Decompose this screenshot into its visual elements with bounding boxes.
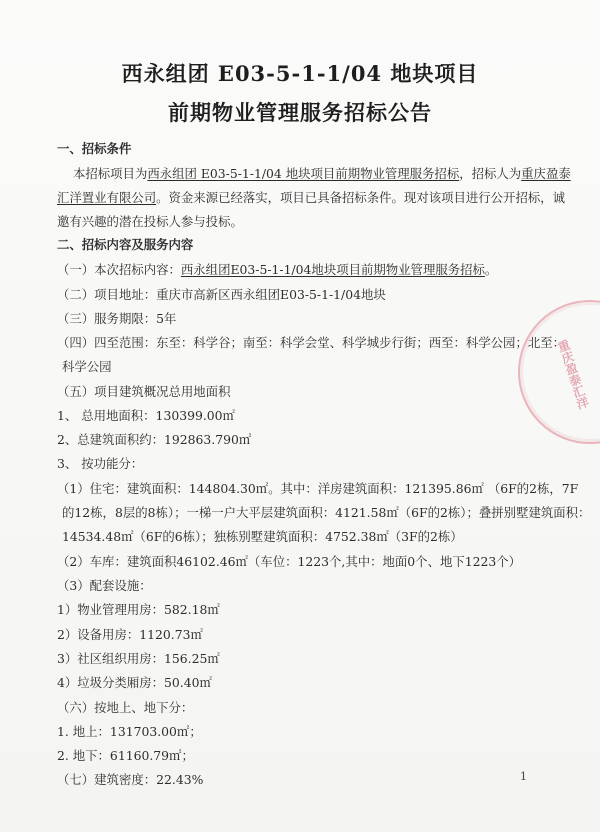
paragraph-conditions-line2 — [57, 190, 566, 206]
item-service-period: （三）服务期限：5年 — [57, 311, 177, 326]
total-building-area: 2、总建筑面积约：192863.790㎡ — [57, 432, 252, 447]
page-number: 1 — [520, 770, 527, 783]
item-above-below-ground: （六）按地上、地下分： — [57, 700, 194, 715]
paragraph-conditions-line1 — [73, 166, 571, 182]
below-ground-area: 2. 地下：61160.79㎡； — [57, 748, 194, 763]
above-ground-area: 1. 地上：131703.00㎡； — [57, 724, 202, 739]
text: 。资金来源已经落实，项目已具备招标条件。现对该项目进行公开招标，诚 — [156, 190, 566, 205]
facility-property-office: 1）物业管理用房：582.18㎡ — [57, 602, 220, 617]
project-name: 西永组团 E03-5-1-1/04 地块项目前期物业管理服务招标 — [147, 166, 460, 181]
residential-line1: （1）住宅：建筑面积：144804.30㎡。其中：洋房建筑面积：121395.86㎡ （6F的2栋，7F — [57, 481, 579, 496]
item-building-overview: （五）项目建筑概况总用地面积 — [57, 384, 231, 399]
item-boundary-line2: 科学公园 — [62, 359, 112, 374]
project-name: 西永组团E03-5-1-1/04地块项目前期物业管理服务招标 — [180, 262, 485, 277]
total-land-area: 1、 总用地面积：130399.00㎡ — [57, 408, 235, 423]
company-seal-text: 重庆盈泰汇洋 — [554, 338, 591, 411]
facility-community-room: 3）社区组织用房：156.25㎡ — [57, 651, 220, 666]
text: 。 — [484, 262, 498, 277]
item-tender-content — [57, 262, 550, 278]
garage: （2）车库：建筑面积46102.46㎡（车位：1223个,其中：地面0个、地下1223个） — [57, 554, 522, 569]
text: ，招标人为 — [459, 166, 522, 181]
text: （一）本次招标内容： — [57, 262, 181, 277]
section-heading-content: 二、招标内容及服务内容 — [57, 237, 194, 252]
residential-line2: 的12栋，8层的8栋）；一梯一户大平层建筑面积：4121.58㎡（6F的2栋）；叠拼别墅建筑面积： — [62, 505, 591, 520]
owner-name: 重庆盈泰 — [521, 166, 571, 181]
paragraph-conditions-line3: 邀有兴趣的潜在投标人参与投标。 — [57, 214, 243, 229]
item-address: （二）项目地址：重庆市高新区西永组团E03-5-1-1/04地块 — [57, 287, 386, 302]
document-title-line2: 前期物业管理服务招标公告 — [168, 100, 432, 125]
facility-garbage-room: 4）垃圾分类厢房：50.40㎡ — [57, 675, 212, 690]
residential-line3: 14534.48㎡（6F的6栋）；独栋别墅建筑面积：4752.38㎡（3F的2栋） — [62, 529, 463, 544]
item-boundary-line1: （四）四至范围：东至：科学谷；南至：科学会堂、科学城步行街；西至：科学公园；北至： — [57, 335, 566, 350]
owner-name-cont: 汇洋置业有限公司 — [57, 190, 157, 205]
facility-equipment-room: 2）设备用房：1120.73㎡ — [57, 627, 203, 642]
building-density: （七）建筑密度：22.43% — [57, 772, 204, 787]
section-heading-conditions: 一、招标条件 — [57, 141, 132, 156]
by-function: 3、 按功能分： — [57, 456, 144, 471]
facilities: （3）配套设施： — [57, 578, 152, 593]
document-title-line1: 西永组团 E03-5-1-1/04 地块项目 — [121, 61, 479, 86]
text: 本招标项目为 — [73, 166, 148, 181]
